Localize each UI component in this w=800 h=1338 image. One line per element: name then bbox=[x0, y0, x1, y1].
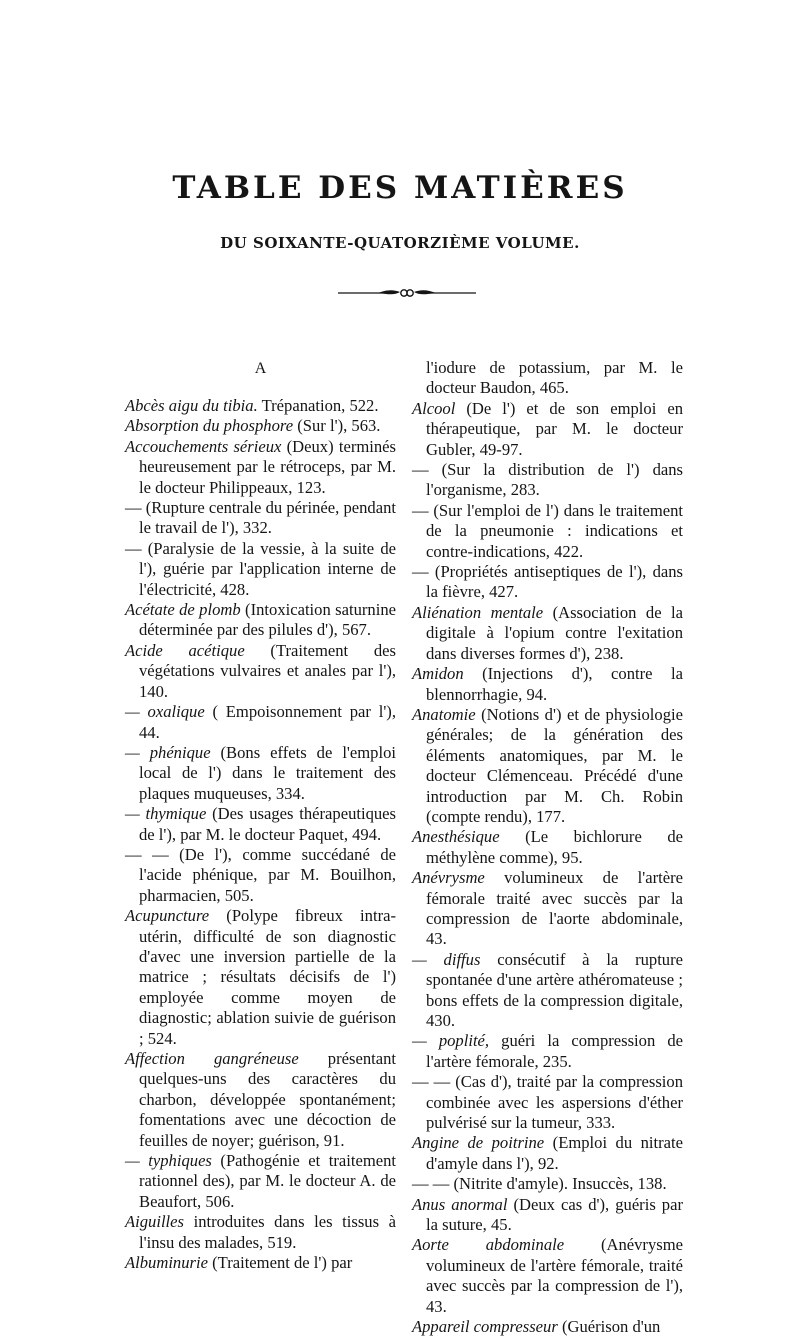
entry-text: — — (De l'), comme succédané de l'acide phénique, par M. Bouilhon, pharmacien, 505. bbox=[125, 844, 396, 905]
entry-text: introduites dans les tissus à l'insu des malades, 519. bbox=[139, 1212, 396, 1252]
index-entry bbox=[125, 437, 396, 498]
index-entry bbox=[412, 1317, 683, 1337]
index-entry bbox=[412, 1235, 683, 1317]
index-entry bbox=[412, 664, 683, 705]
entry-term: — thymique bbox=[125, 804, 207, 824]
entry-term: Aliénation mentale bbox=[412, 602, 544, 622]
entry-term: Abcès aigu du tibia. bbox=[125, 396, 258, 415]
entry-text: (Intoxication saturnine déterminée par des pilules d'), 567. bbox=[139, 600, 396, 640]
entry-text: (Le bichlorure de méthylène comme), 95. bbox=[426, 827, 683, 867]
ornament-divider-icon bbox=[338, 286, 476, 300]
entry-text: (Bons effets de l'emploi local de l') dans le traitement des plaques muqueuses, 334. bbox=[139, 742, 396, 803]
entry-text: — — (Nitrite d'amyle). Insuccès, 138. bbox=[412, 1174, 667, 1194]
entry-term: Anatomie bbox=[412, 704, 476, 724]
index-entry bbox=[125, 416, 396, 436]
index-entry bbox=[412, 460, 683, 501]
entry-text: (Guérison d'un bbox=[557, 1317, 661, 1337]
entry-text: volumineux de l'artère fémorale traité avec succès par la compression de l'aorte abdominale, 43. bbox=[426, 868, 683, 949]
entry-text: (Deux cas d'), guéris par la suture, 45. bbox=[426, 1194, 683, 1235]
entry-term: Aorte abdominale bbox=[412, 1235, 565, 1255]
entry-text: présentant quelques-uns des caractères du charbon, développée spontanément; fomentations avec une décoction de feuilles de noyer; guérison, 91. bbox=[139, 1049, 396, 1150]
entry-text: ( Empoisonnement par l'), 44. bbox=[139, 702, 396, 742]
index-entry bbox=[125, 641, 396, 702]
entry-text: guéri la compression de l'artère fémorale, 235. bbox=[426, 1031, 684, 1071]
index-entry bbox=[125, 845, 396, 906]
entry-text: (Des usages thérapeutiques de l'), par M. le docteur Paquet, 494. bbox=[139, 804, 396, 844]
entry-text: (Anévrysme volumineux de l'artère fémorale, traité avec succès par la compression de l'), 43. bbox=[426, 1235, 683, 1316]
entry-text: — — (Cas d'), traité par la compression combinée avec les aspersions d'éther pulvérisé sur la tumeur, 333. bbox=[412, 1072, 683, 1133]
left-entries-list bbox=[125, 396, 396, 1273]
entry-term: Affection gangréneuse bbox=[125, 1049, 299, 1068]
index-entry bbox=[412, 501, 683, 562]
index-entry bbox=[125, 1212, 396, 1253]
entry-term: Alcool bbox=[412, 398, 456, 418]
entry-text: (Pathogénie et traitement rationnel des), par M. le docteur A. de Beaufort, 506. bbox=[139, 1151, 396, 1211]
entry-text: consécutif à la rupture spontanée d'une artère athéromateuse ; bons effets de la compression digitale, 430. bbox=[426, 949, 683, 1030]
index-entry bbox=[412, 950, 683, 1032]
continued-entry: l'iodure de potassium, par M. le docteur Baudon, 465. bbox=[426, 358, 683, 398]
entry-text: (Deux) terminés heureusement par le rétroceps, par M. le docteur Philippeaux, 123. bbox=[139, 436, 396, 497]
page-title: TABLE DES MATIÈRES bbox=[172, 170, 628, 206]
entry-term: Albuminurie bbox=[125, 1253, 208, 1273]
right-entries-list bbox=[412, 399, 683, 1338]
index-entry bbox=[125, 498, 396, 539]
entry-text: (Polype fibreux intra-utérin, difficulté de son diagnostic d'avec une inversion partielle de la matrice ; résultats décisifs de l') employée comme moyen de diagnostic; ablation suivie de guérison ; 524. bbox=[139, 906, 396, 1048]
section-letter: A bbox=[254, 360, 267, 377]
entry-term: Angine de poitrine bbox=[412, 1133, 545, 1153]
index-entry bbox=[125, 906, 396, 1049]
entry-text: (Injections d'), contre la blennorrhagie, 94. bbox=[426, 664, 683, 704]
entry-term: Acétate de plomb bbox=[125, 600, 241, 620]
index-entry bbox=[412, 1031, 683, 1072]
entry-term: — poplité, bbox=[412, 1031, 490, 1051]
entry-text: — (Propriétés antiseptiques de l'), dans la fièvre, 427. bbox=[412, 562, 683, 602]
entry-text: (Emploi du nitrate d'amyle dans l'), 92. bbox=[426, 1133, 683, 1173]
index-entry bbox=[412, 1072, 683, 1133]
entry-term: — typhiques bbox=[125, 1151, 212, 1171]
entry-term: Accouchements sérieux bbox=[125, 436, 282, 456]
entry-text: (Notions d') et de physiologie générales; de la génération des éléments anatomiques, par M. le docteur Clémenceau. Précédé d'une introduction par M. Ch. Robin (compte rendu), 177. bbox=[426, 704, 683, 826]
index-entry bbox=[412, 868, 683, 950]
page-subtitle: DU SOIXANTE-QUATORZIÈME VOLUME. bbox=[220, 234, 580, 252]
entry-text: — (Rupture centrale du périnée, pendant le travail de l'), 332. bbox=[125, 498, 396, 538]
index-entry bbox=[125, 396, 396, 416]
index-column-left bbox=[125, 358, 396, 1273]
index-entry bbox=[412, 705, 683, 827]
entry-text: — (Sur l'emploi de l') dans le traitement de la pneumonie : indications et contre-indications, 422. bbox=[412, 500, 683, 561]
entry-text: (De l') et de son emploi en thérapeutique, par M. le docteur Gubler, 49-97. bbox=[426, 398, 683, 459]
index-entry bbox=[412, 603, 683, 664]
entry-term: — phénique bbox=[125, 742, 211, 762]
entry-term: — diffus bbox=[412, 949, 481, 969]
index-entry bbox=[125, 743, 396, 804]
entry-term: Acupuncture bbox=[125, 906, 210, 926]
entry-text: — (Sur la distribution de l') dans l'organisme, 283. bbox=[412, 460, 683, 500]
index-entry bbox=[125, 804, 396, 845]
index-entry bbox=[125, 539, 396, 600]
entry-term: Anus anormal bbox=[412, 1194, 508, 1214]
index-entry bbox=[412, 562, 683, 603]
index-entry bbox=[412, 1174, 683, 1194]
entry-term: Anesthésique bbox=[412, 827, 500, 847]
entry-text: — (Paralysie de la vessie, à la suite de l'), guérie par l'application interne de l'électricité, 428. bbox=[125, 538, 396, 599]
entry-term: Acide acétique bbox=[125, 640, 245, 660]
entry-text: (Association de la digitale à l'opium contre l'exitation dans diverses formes d'), 238. bbox=[426, 602, 683, 663]
entry-term: Anévrysme bbox=[412, 868, 485, 888]
entry-term: — oxalique bbox=[125, 702, 205, 722]
entry-term: Appareil compresseur bbox=[412, 1317, 558, 1337]
entry-term: Amidon bbox=[412, 664, 464, 684]
index-entry bbox=[412, 827, 683, 868]
index-entry bbox=[412, 399, 683, 460]
entry-term: Absorption du phosphore bbox=[125, 416, 294, 436]
entry-text: (Sur l'), 563. bbox=[293, 416, 381, 436]
index-entry bbox=[125, 702, 396, 743]
index-entry bbox=[125, 1049, 396, 1151]
index-column-right bbox=[412, 358, 683, 1338]
index-entry bbox=[412, 1133, 683, 1174]
index-entry bbox=[125, 600, 396, 641]
entry-term: Aiguilles bbox=[125, 1212, 184, 1232]
index-entry bbox=[412, 1195, 683, 1236]
entry-text: Trépanation, 522. bbox=[257, 396, 379, 415]
entry-text: (Traitement de l') par bbox=[207, 1253, 353, 1273]
index-entry bbox=[125, 1253, 396, 1273]
entry-text: (Traitement des végétations vulvaires et anales par l'), 140. bbox=[139, 640, 396, 701]
index-entry bbox=[125, 1151, 396, 1212]
